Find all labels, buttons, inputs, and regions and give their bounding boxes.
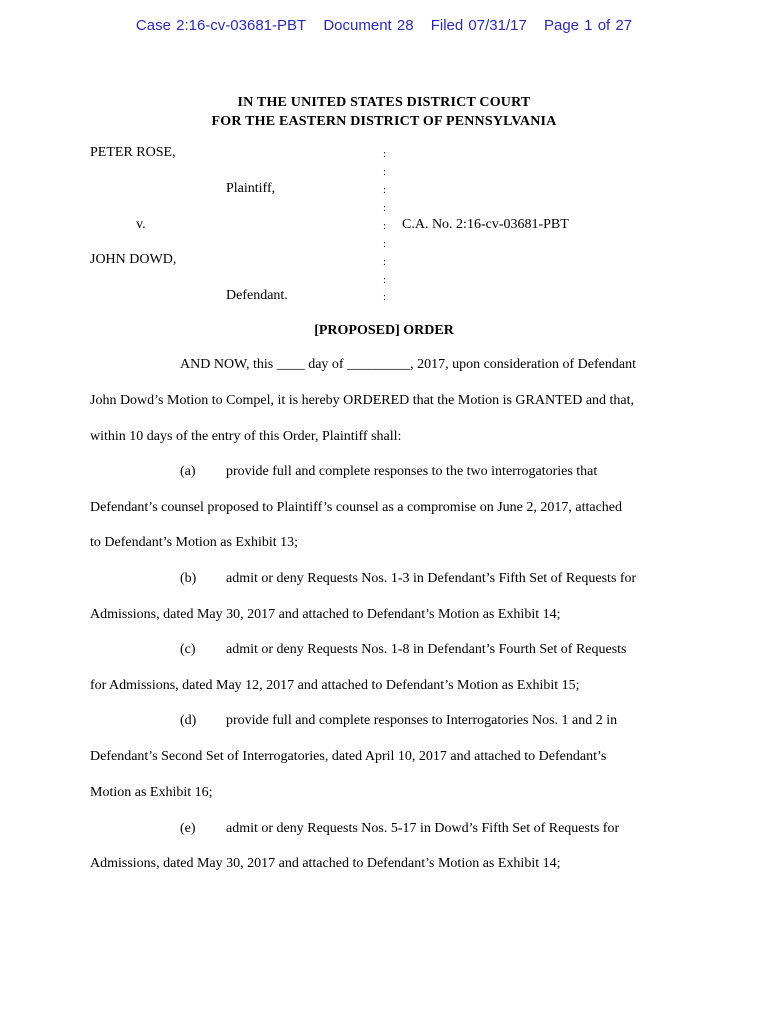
item-line: for Admissions, dated May 12, 2017 and attached to Defendant’s Motion as Exhibit 15;: [90, 678, 580, 693]
item-label: (a): [180, 464, 196, 479]
item-line: Motion as Exhibit 16;: [90, 785, 213, 800]
caption-colon: :: [383, 220, 387, 232]
intro-line: within 10 days of the entry of this Order, Plaintiff shall:: [90, 429, 402, 444]
caption-colon: :: [383, 166, 387, 178]
plaintiff-role: Plaintiff,: [226, 181, 276, 196]
defendant-role: Defendant.: [226, 288, 288, 303]
item-label: (c): [180, 642, 196, 657]
versus-label: v.: [136, 217, 146, 232]
court-heading-line-1: IN THE UNITED STATES DISTRICT COURT: [237, 95, 531, 110]
caption-colon: :: [383, 291, 387, 303]
item-line: admit or deny Requests Nos. 1-8 in Defendant’s Fourth Set of Requests: [226, 642, 627, 657]
caption-colon: :: [383, 148, 387, 160]
document-number-stamp: Document 28: [323, 17, 414, 34]
item-line: Defendant’s Second Set of Interrogatories, dated April 10, 2017 and attached to Defendant’s: [90, 749, 607, 764]
item-line: admit or deny Requests Nos. 5-17 in Dowd’s Fifth Set of Requests for: [226, 821, 620, 836]
caption-colon: :: [383, 274, 387, 286]
case-number-stamp: Case 2:16-cv-03681-PBT: [135, 17, 307, 34]
item-line: Admissions, dated May 30, 2017 and attached to Defendant’s Motion as Exhibit 14;: [90, 856, 561, 871]
item-label: (d): [180, 713, 197, 728]
item-line: to Defendant’s Motion as Exhibit 13;: [90, 535, 299, 550]
intro-line: AND NOW, this ____ day of _________, 2017, upon consideration of Defendant: [180, 357, 636, 372]
item-line: provide full and complete responses to Interrogatories Nos. 1 and 2 in: [226, 713, 618, 728]
caption-colon: :: [383, 256, 387, 268]
intro-line: John Dowd’s Motion to Compel, it is hereby ORDERED that the Motion is GRANTED and that,: [90, 393, 635, 408]
court-heading-line-2: FOR THE EASTERN DISTRICT OF PENNSYLVANIA: [211, 114, 557, 129]
item-line: provide full and complete responses to the two interrogatories that: [226, 464, 598, 479]
caption-colon: :: [383, 184, 387, 196]
item-label: (b): [180, 571, 197, 586]
defendant-name: JOHN DOWD,: [90, 252, 177, 267]
civil-action-number: C.A. No. 2:16-cv-03681-PBT: [402, 217, 569, 232]
plaintiff-name: PETER ROSE,: [90, 145, 176, 160]
item-label: (e): [180, 821, 196, 836]
caption-colon: :: [383, 238, 387, 250]
item-line: Admissions, dated May 30, 2017 and attached to Defendant’s Motion as Exhibit 14;: [90, 607, 561, 622]
court-heading: [0, 93, 768, 131]
ecf-header-stamp: [0, 17, 768, 34]
item-line: Defendant’s counsel proposed to Plaintiff’s counsel as a compromise on June 2, 2017, attached: [90, 500, 623, 515]
filed-date-stamp: Filed 07/31/17: [430, 17, 527, 34]
order-title: [PROPOSED] ORDER: [314, 323, 454, 338]
caption-colon: :: [383, 202, 387, 214]
page-number-stamp: Page 1 of 27: [543, 17, 633, 34]
item-line: admit or deny Requests Nos. 1-3 in Defendant’s Fifth Set of Requests for: [226, 571, 637, 586]
